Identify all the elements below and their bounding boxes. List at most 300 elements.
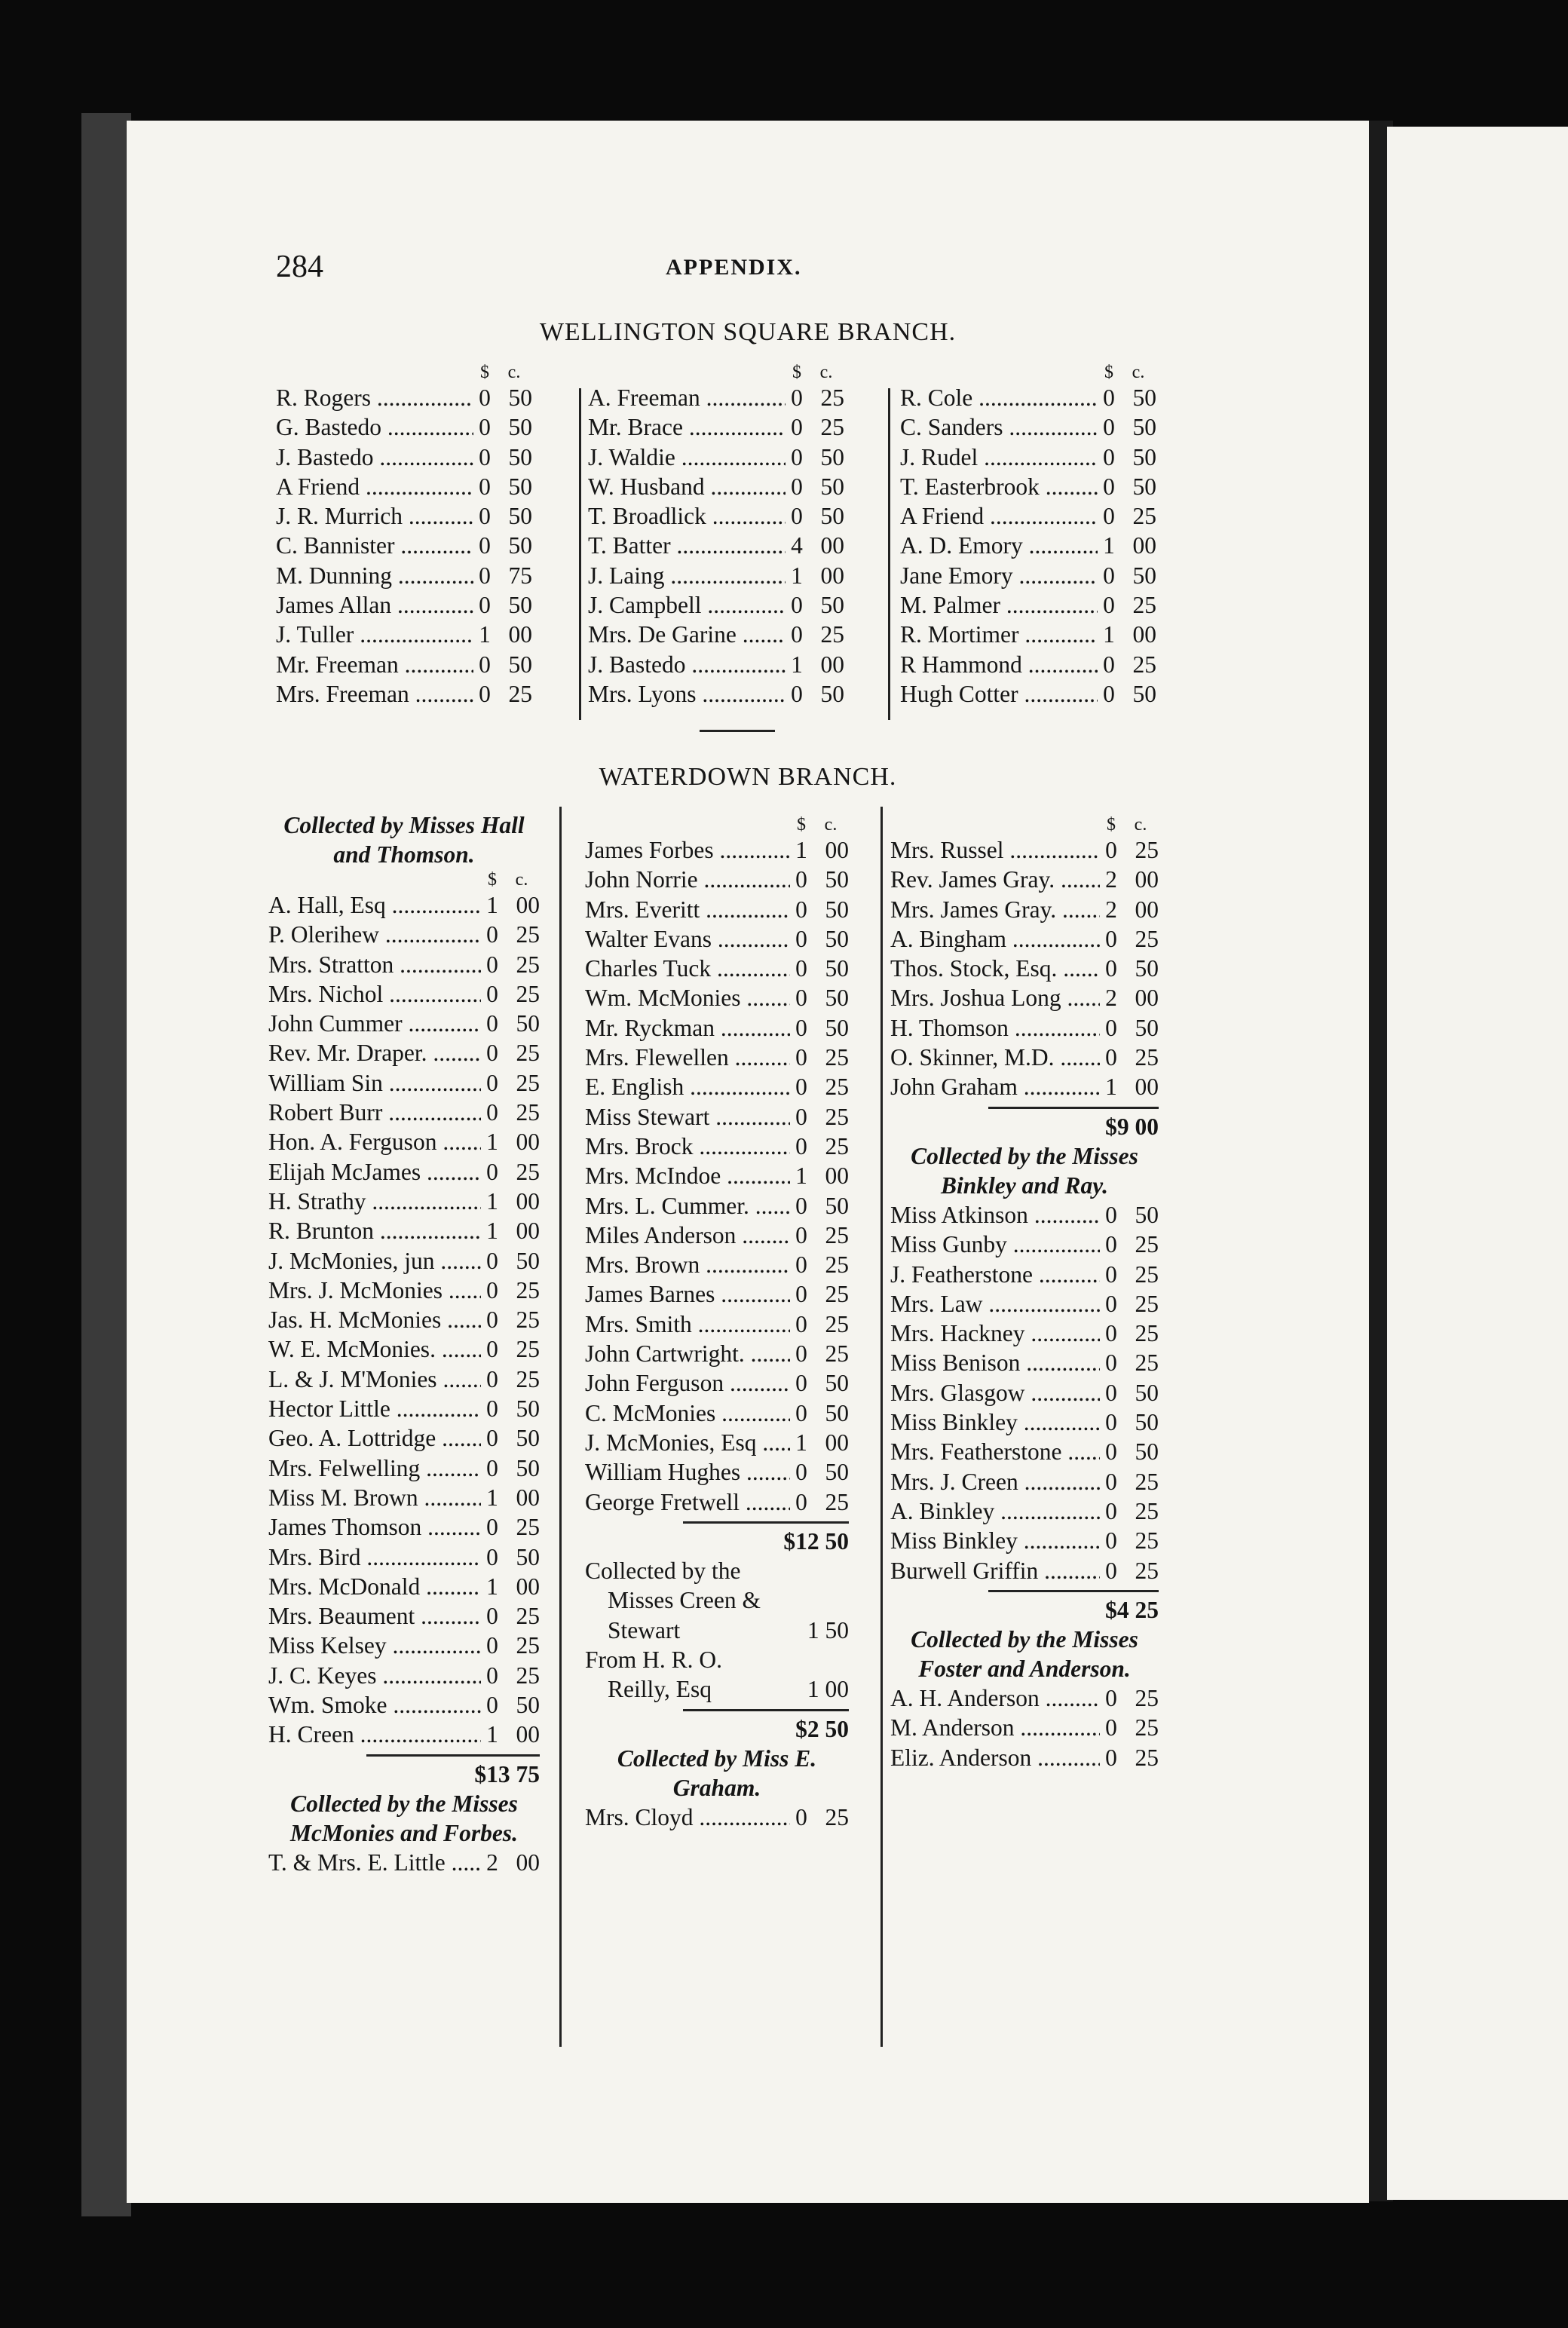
amount-cents: 50	[516, 1692, 540, 1719]
subscriber-name: Mrs. Joshua Long .....	[890, 983, 1100, 1012]
total-amount: $12 50	[783, 1527, 849, 1555]
total-rule	[683, 1521, 849, 1524]
subscriber-row	[276, 531, 532, 560]
subscriber-name: Mrs. Nichol .....	[268, 979, 481, 1009]
subscriber-name: J. Rudel .....	[900, 443, 1098, 472]
subscriber-row	[585, 1161, 849, 1190]
amount-cents: 25	[516, 1336, 540, 1363]
subscriber-name: Mrs. Beaument .....	[268, 1601, 481, 1631]
subscriber-row	[276, 650, 532, 679]
subscriber-name: Wm. McMonies .....	[585, 983, 790, 1012]
subscriber-name: Hon. A. Ferguson .....	[268, 1127, 481, 1156]
subscriber-name: A. Hall, Esq .....	[268, 890, 481, 920]
amount-cents: 50	[1132, 473, 1156, 500]
subscriber-row	[268, 1334, 540, 1364]
subscriber-row	[268, 1720, 540, 1749]
amount-cents: 00	[516, 1484, 540, 1511]
subscriber-name: Mrs. J. Creen .....	[890, 1467, 1100, 1496]
amount-dollars: 0	[795, 1340, 807, 1368]
subscriber-row	[585, 1339, 849, 1368]
amount-dollars: 0	[795, 1399, 807, 1426]
subscriber-name: Mrs. Russel .....	[890, 835, 1100, 865]
amount-cents: 50	[516, 1425, 540, 1452]
subscriber-row	[585, 1279, 849, 1309]
spacer	[588, 362, 786, 383]
subscriber-name: R Hammond .....	[900, 650, 1098, 679]
amount-dollars: 0	[795, 1132, 807, 1159]
subscriber-name: H. Thomson .....	[890, 1013, 1100, 1043]
subscriber-name: A. D. Emory .....	[900, 531, 1098, 560]
dollar-header: $	[480, 363, 489, 382]
book-spine	[81, 113, 131, 2216]
subscriber-name: Geo. A. Lottridge .....	[268, 1423, 481, 1453]
subscriber-name: Mrs. Featherstone .....	[890, 1437, 1100, 1466]
amount-dollars: 0	[795, 985, 807, 1012]
subscriber-row	[900, 561, 1156, 590]
amount-cents: 00	[825, 837, 849, 863]
amount-cents: 50	[820, 503, 844, 530]
subscriber-name: Miss Kelsey .....	[268, 1631, 481, 1660]
subscriber-row	[890, 1408, 1159, 1437]
wellington-column-3	[900, 362, 1156, 709]
amount-cents: 25	[516, 1514, 540, 1541]
subscriber-name: James Barnes .....	[585, 1279, 790, 1309]
subscriber-row	[890, 1289, 1159, 1319]
collector-heading: Collected by Misses Hall and Thomson.	[283, 812, 525, 868]
amount-dollars: 0	[1105, 1290, 1117, 1317]
subscriber-row	[276, 590, 532, 620]
amount-dollars: 1	[795, 1429, 807, 1456]
amount-dollars: 0	[1105, 925, 1117, 952]
subscriber-name: Miss Binkley .....	[890, 1408, 1100, 1437]
amount-dollars: 0	[791, 621, 803, 648]
amount-dollars: 1	[791, 651, 803, 678]
subscriber-row	[585, 1132, 849, 1161]
amount-dollars: 1	[486, 1721, 498, 1748]
subscriber-name: O. Skinner, M.D. .....	[890, 1043, 1100, 1072]
total-amount: $2 50	[795, 1715, 849, 1742]
amount-dollars: 0	[479, 592, 491, 619]
subscriber-name: L. & J. M'Monies .....	[268, 1365, 481, 1394]
subscriber-name: A. Freeman .....	[588, 383, 786, 412]
subscriber-name: M. Anderson .....	[890, 1713, 1100, 1742]
waterdown-column-3	[890, 814, 1159, 1772]
subscriber-name: P. Olerihew .....	[268, 920, 481, 949]
subscriber-name: A Friend .....	[900, 501, 1098, 531]
amount-cents: 25	[1135, 1349, 1159, 1377]
amount-dollars: 0	[479, 562, 491, 589]
subscriber-name: Hugh Cotter .....	[900, 679, 1098, 709]
subscriber-row	[890, 1526, 1159, 1555]
collected-by-creen-stewart	[585, 1556, 849, 1645]
amount-dollars: 1	[486, 892, 498, 918]
subscriber-row	[890, 1260, 1159, 1289]
amount-dollars: 0	[795, 1370, 807, 1397]
running-head: APPENDIX.	[666, 255, 802, 280]
spacer	[900, 362, 1098, 383]
cents-header: c.	[507, 363, 521, 382]
subscriber-row	[268, 1483, 540, 1512]
entry-line: From H. R. O.	[585, 1646, 723, 1674]
subscriber-name: A. H. Anderson .....	[890, 1683, 1100, 1713]
spacer	[276, 362, 473, 383]
subscriber-name: Miles Anderson .....	[585, 1221, 790, 1250]
subscriber-name: Mrs. Brock .....	[585, 1132, 790, 1161]
amount-cents: 50	[508, 384, 532, 411]
amount-cents: 50	[820, 592, 844, 619]
subscriber-row	[890, 1013, 1159, 1043]
subscriber-name: G. Bastedo .....	[276, 412, 473, 442]
subscriber-row	[900, 443, 1156, 472]
amount-dollars: 0	[1105, 1438, 1117, 1466]
subscriber-name: Mrs. Brown .....	[585, 1250, 790, 1279]
subscriber-name: E. English .....	[585, 1072, 790, 1101]
amount-cents: 25	[516, 1069, 540, 1096]
subscriber-row	[890, 835, 1159, 865]
subscriber-name: Mrs. McIndoe .....	[585, 1161, 790, 1190]
amount-dollars: 0	[486, 1514, 498, 1541]
amount-cents: 00	[516, 1721, 540, 1748]
subscriber-row	[890, 983, 1159, 1012]
amount-cents: 00	[508, 621, 532, 648]
subscriber-row	[588, 650, 844, 679]
subscriber-name: T. Batter .....	[588, 531, 786, 560]
amount-cents: 00	[516, 892, 540, 918]
subscriber-row	[268, 1187, 540, 1216]
subscriber-row	[588, 620, 844, 649]
subscriber-name: Rev. James Gray. .....	[890, 865, 1100, 894]
dollar-header: $	[797, 815, 806, 835]
amount-dollars: 0	[1103, 384, 1115, 411]
subscriber-row	[268, 1365, 540, 1394]
from-h-r-o-reilly	[585, 1645, 849, 1705]
subscriber-row	[268, 890, 540, 920]
amount-cents: 00	[825, 1429, 849, 1456]
subscriber-row	[585, 865, 849, 894]
subscriber-name: John Norrie .....	[585, 865, 790, 894]
subscriber-name: T. & Mrs. E. Little .....	[268, 1848, 481, 1877]
subscriber-row	[268, 1394, 540, 1423]
total-rule	[988, 1107, 1159, 1109]
subscriber-row	[588, 383, 844, 412]
amount-cents: 25	[1135, 1557, 1159, 1584]
amount-cents: 25	[1135, 1260, 1159, 1288]
cents-header: c.	[819, 363, 833, 382]
column-rule	[880, 807, 883, 2047]
amount-cents: 25	[820, 384, 844, 411]
amount-cents: 50	[1132, 414, 1156, 441]
amount-dollars: 0	[479, 443, 491, 470]
waterdown-column-2	[585, 814, 849, 1832]
amount-dollars: 2	[486, 1849, 498, 1876]
amount-dollars: 0	[1105, 1379, 1117, 1406]
collector-heading: Collected by the Misses Binkley and Ray.	[911, 1142, 1138, 1199]
subscriber-row	[890, 1348, 1159, 1377]
amount-cents: 25	[820, 414, 844, 441]
amount-dollars: 0	[795, 925, 807, 952]
amount-dollars: 0	[486, 1010, 498, 1037]
amount-dollars: 0	[795, 1251, 807, 1279]
amount-dollars: 1	[795, 837, 807, 863]
amount-dollars: 0	[486, 1306, 498, 1334]
subscriber-row	[588, 679, 844, 709]
amount-dollars: 0	[1105, 1349, 1117, 1377]
amount-dollars: 0	[795, 866, 807, 893]
amount-dollars: 0	[1105, 1685, 1117, 1712]
amount-dollars: 0	[795, 955, 807, 982]
amount-cents: 50	[516, 1454, 540, 1481]
amount-dollars: 0	[795, 1459, 807, 1486]
subscriber-name: George Fretwell .....	[585, 1487, 790, 1517]
amount-cents: 25	[825, 1103, 849, 1130]
subscriber-row	[890, 1200, 1159, 1230]
amount-cents: 50	[825, 1399, 849, 1426]
amount-cents: 50	[1135, 1409, 1159, 1436]
subscriber-name: Robert Burr .....	[268, 1098, 481, 1127]
subscriber-name: Burwell Griffin .....	[890, 1556, 1100, 1585]
subscriber-row	[268, 1661, 540, 1690]
amount-cents: 25	[1135, 1744, 1159, 1771]
amount-cents: 50	[1135, 1379, 1159, 1406]
subscriber-row	[585, 954, 849, 983]
amount-cents: 50	[1132, 680, 1156, 707]
amount-cents: 50	[825, 955, 849, 982]
amount-cents: 25	[825, 1044, 849, 1071]
amount-dollars: 0	[1105, 1320, 1117, 1347]
subscriber-name: W. Husband .....	[588, 472, 786, 501]
collector-heading: Collected by the Misses Foster and Anderson.	[911, 1626, 1138, 1683]
amount-cents: 50	[1135, 955, 1159, 982]
subscriber-row	[268, 1423, 540, 1453]
amount-dollars: 0	[1105, 1744, 1117, 1771]
amount-cents: 00	[1135, 866, 1159, 893]
amount-dollars: 0	[486, 1099, 498, 1126]
amount-dollars: 0	[1105, 1044, 1117, 1071]
subscriber-row	[276, 561, 532, 590]
subscriber-row	[900, 501, 1156, 531]
total-amount: $9 00	[1105, 1113, 1159, 1140]
amount-cents: 25	[825, 1340, 849, 1368]
amount-cents: 00	[1135, 896, 1159, 923]
amount-dollars: 0	[795, 1014, 807, 1041]
subscriber-row	[276, 501, 532, 531]
amount-column-header	[268, 869, 540, 890]
subscriber-row	[268, 1038, 540, 1068]
amount-cents: 50	[516, 1395, 540, 1423]
subscriber-name: Mrs. Cloyd .....	[585, 1803, 790, 1832]
subscriber-row	[585, 1368, 849, 1398]
wellington-column-1	[276, 362, 532, 709]
subscriber-row	[585, 1457, 849, 1487]
subscriber-row	[276, 620, 532, 649]
amount-cents: 25	[825, 1803, 849, 1830]
amount-cents: 25	[825, 1132, 849, 1159]
amount-cents: 75	[508, 562, 532, 589]
amount-dollars: 0	[486, 980, 498, 1007]
amount-cents: 50	[516, 1010, 540, 1037]
subscriber-name: Mrs. Bird .....	[268, 1542, 481, 1572]
subscriber-row	[585, 1043, 849, 1072]
amount-dollars: 0	[486, 1454, 498, 1481]
subscriber-row	[900, 590, 1156, 620]
subscriber-row	[890, 1713, 1159, 1742]
subscriber-row	[585, 1487, 849, 1517]
amount-cents: 00	[516, 1218, 540, 1245]
amount-dollars: 0	[1105, 1714, 1117, 1741]
amount-dollars: 0	[1103, 503, 1115, 530]
subscriber-row	[268, 1009, 540, 1038]
subscriber-row	[900, 472, 1156, 501]
amount-cents: 25	[1135, 1497, 1159, 1524]
column-rule	[559, 807, 562, 2047]
subscriber-row	[588, 472, 844, 501]
amount-dollars: 0	[479, 414, 491, 441]
subscriber-row	[588, 561, 844, 590]
subscriber-row	[890, 1683, 1159, 1713]
amount-dollars: 0	[795, 1074, 807, 1101]
amount-dollars: 0	[486, 1040, 498, 1067]
amount-dollars: 0	[486, 921, 498, 948]
cents-header: c.	[515, 870, 528, 890]
collector-heading: Collected by the Misses McMonies and Forbes.	[290, 1790, 518, 1846]
amount-column-header	[890, 814, 1159, 835]
subscriber-name: T. Easterbrook .....	[900, 472, 1098, 501]
subscriber-row	[890, 954, 1159, 983]
amount-cents: 50	[820, 473, 844, 500]
subscriber-name: C. McMonies .....	[585, 1398, 790, 1428]
subscriber-name: Thos. Stock, Esq. .....	[890, 954, 1100, 983]
entry-line: Misses Creen &	[608, 1587, 761, 1614]
entry-name: Stewart	[608, 1616, 681, 1643]
subscriber-name: Mrs. Flewellen .....	[585, 1043, 790, 1072]
subscriber-row	[588, 443, 844, 472]
amount-dollars: 0	[479, 651, 491, 678]
subscriber-name: Mr. Brace .....	[588, 412, 786, 442]
amount-dollars: 0	[1105, 1409, 1117, 1436]
subscriber-row	[585, 1221, 849, 1250]
subscriber-row	[900, 531, 1156, 560]
subscriber-row	[585, 1803, 849, 1832]
subscriber-row	[900, 620, 1156, 649]
amount-dollars: 0	[486, 951, 498, 978]
amount-dollars: 1	[1103, 621, 1115, 648]
collector-heading: Collected by Miss E. Graham.	[617, 1744, 817, 1801]
amount-dollars: 0	[1103, 651, 1115, 678]
amount-dollars: 1	[1103, 532, 1115, 559]
amount-dollars: 0	[791, 414, 803, 441]
subscriber-row	[588, 531, 844, 560]
amount-dollars: 1	[486, 1573, 498, 1600]
subscriber-row	[268, 979, 540, 1009]
subscriber-name: T. Broadlick .....	[588, 501, 786, 531]
amount-cents: 50	[825, 896, 849, 923]
subscriber-name: Mrs. Felwelling .....	[268, 1453, 481, 1483]
wellington-title: WELLINGTON SQUARE BRANCH.	[539, 318, 957, 346]
subscriber-name: Miss Atkinson .....	[890, 1200, 1100, 1230]
cents-header: c.	[1134, 815, 1147, 835]
subscriber-row	[268, 1542, 540, 1572]
amount-dollars: 0	[1105, 955, 1117, 982]
subscriber-name: J. C. Keyes .....	[268, 1661, 481, 1690]
amount-dollars: 0	[486, 1692, 498, 1719]
entry-line: Collected by the	[585, 1558, 741, 1585]
subscriber-name: J. McMonies, Esq .....	[585, 1428, 790, 1457]
subscriber-row	[890, 1437, 1159, 1466]
subscriber-row	[276, 443, 532, 472]
amount-cents: 00	[1135, 985, 1159, 1012]
total-amount: $13 75	[474, 1760, 540, 1787]
subscriber-name: Mr. Freeman .....	[276, 650, 473, 679]
subscriber-name: Mrs. Hackney .....	[890, 1319, 1100, 1348]
dollar-header: $	[1107, 815, 1116, 835]
subscriber-name: John Cummer .....	[268, 1009, 481, 1038]
subscriber-name: Miss Gunby .....	[890, 1230, 1100, 1259]
amount-dollars: 0	[795, 1044, 807, 1071]
amount-dollars: 1	[479, 621, 491, 648]
dollar-header: $	[488, 870, 497, 890]
amount-cents: 00	[820, 562, 844, 589]
amount-cents: 25	[825, 1251, 849, 1279]
subscriber-row	[268, 1098, 540, 1127]
amount-dollars: 0	[479, 503, 491, 530]
amount-dollars: 0	[1103, 562, 1115, 589]
waterdown-title: WATERDOWN BRANCH.	[599, 763, 897, 791]
amount-dollars: 0	[1103, 592, 1115, 619]
amount-cents: 25	[516, 1603, 540, 1630]
subscriber-row	[585, 1310, 849, 1339]
amount-dollars: 1	[795, 1162, 807, 1190]
subscriber-row	[268, 1453, 540, 1483]
amount-dollars: 0	[479, 473, 491, 500]
amount-cents: 25	[825, 1310, 849, 1337]
amount-cents: 50	[516, 1247, 540, 1274]
subscriber-name: H. Creen .....	[268, 1720, 481, 1749]
subscriber-name: Miss Binkley .....	[890, 1526, 1100, 1555]
amount-cents: 25	[516, 1276, 540, 1303]
amount-cents: 50	[825, 925, 849, 952]
amount-dollars: 0	[486, 1365, 498, 1392]
subscriber-row	[890, 1467, 1159, 1496]
subscriber-name: Miss M. Brown .....	[268, 1483, 481, 1512]
amount-dollars: 0	[486, 1543, 498, 1570]
amount-dollars: 0	[486, 1395, 498, 1423]
amount-dollars: 0	[486, 1069, 498, 1096]
subscriber-name: Elijah McJames .....	[268, 1157, 481, 1187]
amount-dollars: 1	[486, 1484, 498, 1511]
amount-dollars: 0	[795, 1103, 807, 1130]
amount-dollars: 0	[1105, 1231, 1117, 1258]
amount-cents: 00	[516, 1573, 540, 1600]
subscriber-name: Jas. H. McMonies .....	[268, 1305, 481, 1334]
amount-cents: 25	[825, 1221, 849, 1248]
page-number: 284	[276, 250, 323, 284]
amount-dollars: 0	[479, 680, 491, 707]
subscriber-name: A Friend .....	[276, 472, 473, 501]
amount-dollars: 0	[479, 384, 491, 411]
amount-dollars: 0	[1105, 1014, 1117, 1041]
subscriber-name: A. Binkley .....	[890, 1496, 1100, 1526]
amount-column-header	[588, 362, 844, 383]
amount-column-header	[276, 362, 532, 383]
subscriber-row	[588, 412, 844, 442]
subscriber-name: H. Strathy .....	[268, 1187, 481, 1216]
subscriber-name: Mrs. McDonald .....	[268, 1572, 481, 1601]
subscriber-name: R. Brunton .....	[268, 1216, 481, 1245]
subscriber-name: William Hughes .....	[585, 1457, 790, 1487]
amount-dollars: 0	[486, 1425, 498, 1452]
subscriber-name: Walter Evans .....	[585, 924, 790, 954]
subscriber-row	[900, 383, 1156, 412]
